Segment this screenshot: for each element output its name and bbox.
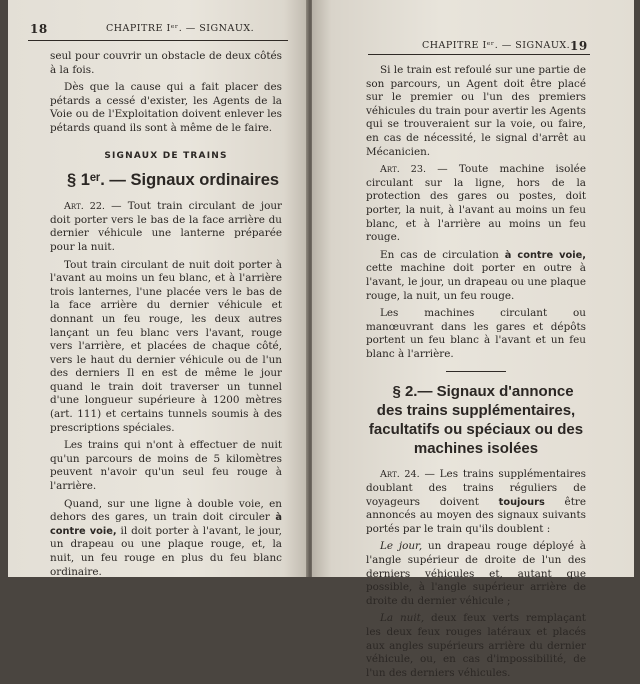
paragraph: Les machines circulant ou manœuvrant dans les gares et dépôts portent un feu blanc à l'avant et un feu blanc à l'arrière. (366, 307, 586, 360)
paragraph: Les trains qui n'ont à effectuer de nuit qu'un parcours de moins de 5 kilomètres peuvent n'avoir qu'un seul feu rouge à l'arrière. (50, 439, 282, 493)
subsection-title: § 1ᵉʳ. — Signaux ordinaires (66, 171, 280, 190)
paragraph: Dès que la cause qui a fait placer des pétards a cessé d'exister, les Agents de la Voie ou de l'Exploitation doivent enlever les pétards quand ils sont à même de le faire. (50, 81, 282, 134)
subsection-title: § 2.— Signaux d'annonce des trains supplémentaires, facultatifs ou spéciaux ou des machines isolées (368, 383, 584, 458)
left-header-rule (28, 40, 288, 41)
left-page-number: 18 (30, 22, 48, 36)
paragraph: Quand, sur une ligne à double voie, en dehors des gares, un train doit circuler à contre voie, il doit porter à l'avant, le jour, un drapeau ou une plaque rouge, et, la nuit, un feu rouge en plus du feu blanc ordinaire. (50, 497, 282, 578)
right-page (312, 0, 634, 679)
paragraph: La nuit, deux feux verts remplaçant les deux feux rouges latéraux et placés aux angles supérieurs arrière du dernier véhicule, ou, en cas d'impossibilité, de l'un des derniers véhicules. (366, 612, 586, 679)
paragraph: Le jour, un drapeau rouge déployé à l'angle supérieur de droite de l'un des derniers véhicules et, autant que possible, à l'angle supérieur arrière de droite du dernier véhicule ; (366, 540, 587, 607)
paragraph-art24: Art. 24. — Les trains supplémentaires doublant des trains réguliers de voyageurs doivent toujours être annoncés au moyen des signaux suivants portés par le train qu'ils doublent : (366, 468, 586, 535)
paragraph-art23: Art. 23. — Toute machine isolée circulant sur la ligne, hors de la protection des gares ou postes, doit porter, la nuit, à l'avant au moins un feu blanc, et à l'arrière au moins un feu rouge. (366, 163, 586, 244)
right-page-body (366, 64, 586, 684)
left-running-head: CHAPITRE Iᵉʳ. — SIGNAUX. (106, 23, 255, 34)
right-page-number: 19 (570, 39, 588, 53)
left-page-body (50, 50, 282, 583)
section-divider (446, 371, 506, 372)
section-title: SIGNAUX DE TRAINS (104, 150, 228, 161)
left-page (8, 0, 308, 577)
article-label: Art. 23. (380, 164, 427, 176)
paragraph: seul pour couvrir un obstacle de deux côtés à la fois. (50, 50, 282, 76)
paragraph: Tout train circulant de nuit doit porter à l'avant au moins un feu blanc, et à l'arrière trois lanternes, l'une placée vers le bas de la face arrière du dernier véhicule et donnant un feu rouge, les deux autres lançant un feu blanc vers l'avant, rouge vers l'arrière, et placées de chaque côté, vers le haut du dernier véhicule ou de l'un des derniers Il en est de même le jour quand le train doit traverser un tunnel d'une longueur supérieure à 1200 mètres (art. 111) et certains tunnels soumis à des prescriptions spéciales. (50, 258, 282, 434)
paragraph-art22: Art. 22. — Tout train circulant de jour doit porter vers le bas de la face arrière du dernier véhicule une lanterne préparée pour la nuit. (50, 200, 282, 253)
right-header-rule (368, 54, 590, 55)
right-running-head: CHAPITRE Iᵉʳ. — SIGNAUX. (422, 40, 571, 51)
article-label: Art. 24. (380, 469, 420, 481)
article-label: Art. 22. (64, 201, 105, 213)
paragraph: En cas de circulation à contre voie, cette machine doit porter en outre à l'avant, le jour, un drapeau ou une plaque rouge, la nuit, un feu rouge. (366, 248, 586, 302)
paragraph: Si le train est refoulé sur une partie de son parcours, un Agent doit être placé sur le premier ou l'un des premiers véhicules du train pour avertir les Agents qui se trouveraient sur la voie, ou faire, en cas de nécessité, le signal d'arrêt au Mécanicien. (366, 64, 586, 158)
